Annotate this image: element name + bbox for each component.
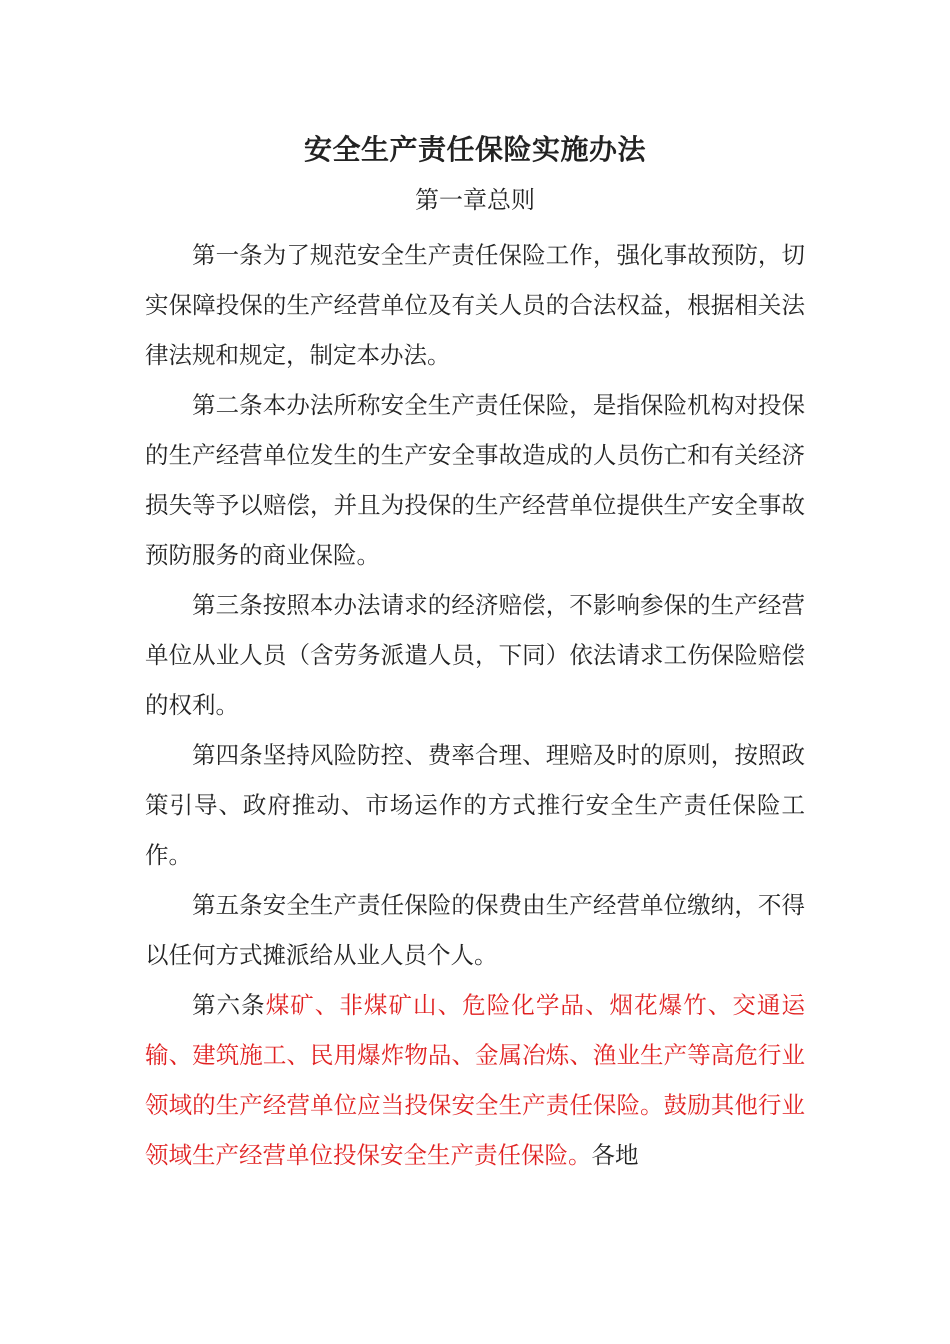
document-title: 安全生产责任保险实施办法	[303, 133, 646, 166]
article-5: 第五条安全生产责任保险的保费由生产经营单位缴纳，不得以任何方式摊派给从业人员个人。	[145, 891, 805, 969]
article-2: 第二条本办法所称安全生产责任保险，是指保险机构对投保的生产经营单位发生的生产安全事故造成的人员伤亡和有关经济损失等予以赔偿，并且为投保的生产经营单位提供生产安全事故预防服务的商业保险。	[145, 391, 805, 569]
article-3: 第三条按照本办法请求的经济赔偿，不影响参保的生产经营单位从业人员（含劳务派遣人员，下同）依法请求工伤保险赔偿的权利。	[145, 591, 805, 719]
article-6	[145, 980, 805, 1180]
article-6-tail: 各地	[591, 1141, 639, 1169]
chapter-heading: 第一章总则	[415, 186, 535, 214]
article-6-lead: 第六条	[192, 991, 266, 1019]
document-body	[145, 230, 805, 1180]
article-6-highlight: 煤矿、非煤矿山、危险化学品、烟花爆竹、交通运输、建筑施工、民用爆炸物品、金属冶炼、渔业生产等高危行业领域的生产经营单位应当投保安全生产责任保险。鼓励其他行业领域生产经营单位投保安全生产责任保险。	[145, 991, 805, 1169]
article-4: 第四条坚持风险防控、费率合理、理赔及时的原则，按照政策引导、政府推动、市场运作的方式推行安全生产责任保险工作。	[145, 741, 805, 869]
article-1: 第一条为了规范安全生产责任保险工作，强化事故预防，切实保障投保的生产经营单位及有关人员的合法权益，根据相关法律法规和规定，制定本办法。	[145, 241, 805, 369]
